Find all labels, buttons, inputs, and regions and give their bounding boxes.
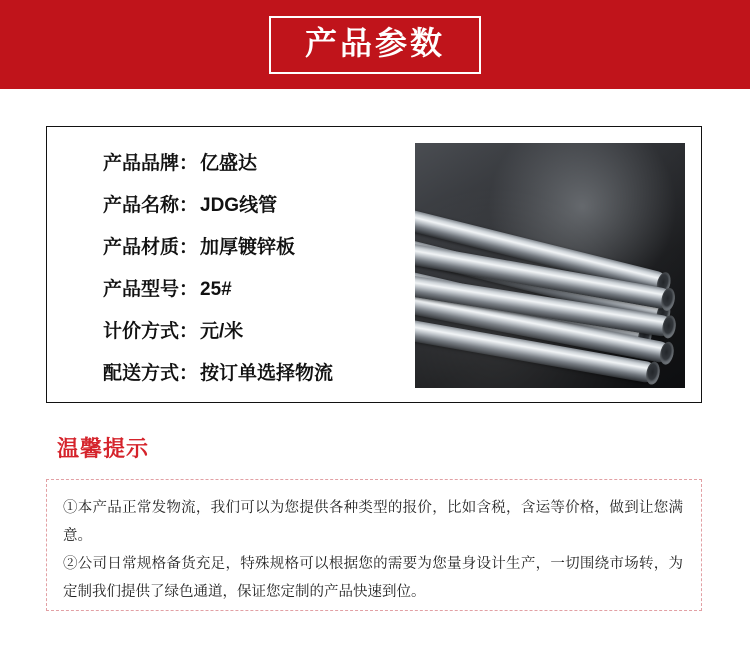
banner-frame: [269, 16, 481, 74]
spec-row-delivery: [103, 359, 415, 389]
product-image: [415, 143, 685, 388]
spec-value-pricing: 元/米: [200, 321, 244, 342]
tips-title: 温馨提示: [57, 436, 150, 461]
spec-row-name: [103, 191, 415, 221]
tips-box: [46, 479, 702, 611]
spec-value-delivery: 按订单选择物流: [200, 363, 334, 384]
spec-label-material: 产品材质：: [103, 237, 199, 258]
spec-value-model: 25#: [200, 279, 232, 300]
tip-line-1: ①本产品正常发物流，我们可以为您提供各种类型的报价，比如含税，含运等价格，做到让您满意。: [63, 500, 683, 544]
specification-card: [46, 126, 702, 403]
spec-label-name: 产品名称：: [103, 195, 199, 216]
spec-label-model: 产品型号：: [103, 279, 199, 300]
spec-value-brand: 亿盛达: [200, 153, 258, 174]
spec-row-pricing: [103, 317, 415, 347]
page-title: 产品参数: [304, 24, 445, 61]
specification-list: [47, 127, 415, 402]
page-banner: [0, 0, 750, 89]
spec-label-pricing: 计价方式：: [103, 321, 199, 342]
spec-row-model: [103, 275, 415, 305]
spec-row-brand: [103, 149, 415, 179]
spec-value-name: JDG线管: [200, 195, 278, 216]
spec-row-material: [103, 233, 415, 263]
spec-label-brand: 产品品牌：: [103, 153, 199, 174]
spec-label-delivery: 配送方式：: [103, 363, 199, 384]
spec-value-material: 加厚镀锌板: [200, 237, 296, 258]
tip-line-2: ②公司日常规格备货充足，特殊规格可以根据您的需要为您量身设计生产，一切围绕市场转，为定制我们提供了绿色通道，保证您定制的产品快速到位。: [63, 556, 683, 600]
